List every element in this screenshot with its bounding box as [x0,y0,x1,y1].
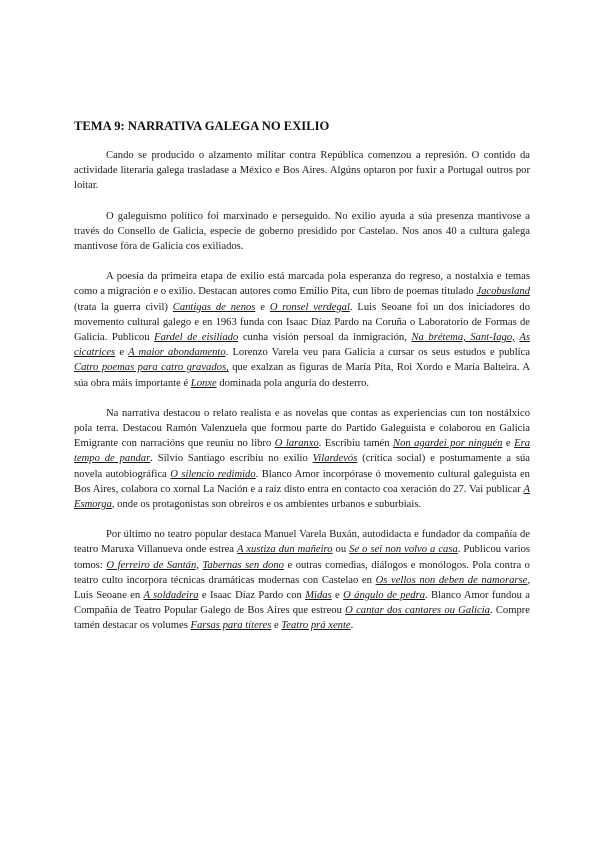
document-body [74,148,530,634]
work-title: Lonxe [190,377,217,389]
text-run: , Luís Seoane en [74,574,530,602]
text-run: cunha visión persoal da inmigración, [238,332,412,344]
text-run: A poesía da primeira etapa de exilio está marcada pola esperanza do regreso, a nostalxia e temas como a migración e o exilio. Destacan autores como Emilio Pita, cun libro de poemas titulado [74,271,530,298]
paragraph-1 [74,148,530,194]
text-run: Cando se producido o alzamento militar contra República comenzou a represión. O contido da actividade literaria galega trasladase a México e Bos Aires. Algúns optaron por fuxir a Portugal outros por loitar. [74,150,530,192]
work-title: Midas [305,590,332,602]
text-run: e Isaac Díaz Pardo con [198,590,306,602]
work-title: O ángulo de pedra [343,590,426,602]
text-run: que exalzan as figuras de María Pita, Roi Xordo e María Balteira. A súa obra máis importante é [74,362,530,389]
text-run: . Luis Seoane foi un dos iniciadores do movemento cultural galego e en 1963 funda con Isaac Díaz Pardo na Coruña o Laboratorio de Formas de Galicia. Publicou [74,301,530,344]
work-title: A maior abondamento [128,347,226,359]
work-title: Teatro prá xente [281,620,351,632]
work-title: As cicatrices [74,332,531,359]
work-title: Se o sei non volvo a casa [349,544,458,556]
paragraph-3 [74,269,530,391]
text-run: . Compre tamén destacar os volumes [74,605,530,632]
text-run: . Blanco Amor fundou a Compañía de Teatro Popular Galego de Bos Aires que estreou [74,590,531,617]
text-run: e [271,620,282,632]
text-run: O galeguismo político foi marxinado e perseguido. No exilio ayuda a súa presenza mantivose a través do Consello de Galicia, especie de goberno presidido por Castelao. Nos anos 40 a cultura galega mantivose fóra de Galicia cos exiliados. [74,210,530,253]
text-run: ou [332,544,350,556]
text-run: e outras comedias, diálogos e monólogos. Pola contra o teatro culto incorpora técnicas dramáticas modernas con Castelao en [74,559,530,586]
work-title: Vilardevós [312,453,358,465]
text-run: e [331,590,344,602]
text-run: . Blanco Amor incorpórase ó movemento cultural galeguista en Bos Aires, colabora co xornal La Nación e a raíz disto entra en contacto coa xeración do 27. Vai publicar [74,468,530,495]
text-run: . Publicou varios tomos: [74,544,530,571]
document-page [74,118,530,649]
text-run: (crítica social) e postumamente a súa novela autobiográfica [74,453,530,480]
work-title: O cantar dos cantares ou Galicia [345,605,490,617]
paragraph-2 [74,209,530,255]
work-title: A soldadeira [143,590,199,602]
text-run: . Lorenzo Varela veu para Galicia a cursar os seus estudos e publica [225,347,531,359]
text-run: Na narrativa destacou o relato realista e as novelas que contas as experiencias cun ton nostálxico pola terra. Destacou Ramón Valenzuela que formou parte do Partido Galeguista e colaborou en Galicia Emigrante con narracións que reuniu no libro [74,407,530,450]
work-title: O ronsel verdegal [269,301,350,313]
text-run: e [502,438,515,450]
paragraph-5 [74,527,530,633]
work-title: Os vellos non deben de namorarse [375,574,528,586]
work-title: Era tempo de pandar [74,438,530,465]
text-run: Por último no teatro popular destaca Manuel Varela Buxán, autodidacta e fundador da compañía de teatro Maruxa Villanueva onde estrea [74,529,530,556]
text-run: (trata la guerra civil) [74,301,173,313]
work-title: Non agardei por ninguén [393,438,503,450]
work-title: Tabernas sen dono [202,559,284,571]
work-title: Na brétema, Sant-Iago, [411,332,515,344]
text-run: , onde os protagonistas son obreiros e os ambientes urbanos e suburbiais. [111,499,422,511]
work-title: Cantigas de nenos [172,301,256,313]
text-run: e [115,347,129,359]
text-run: dominada pola anguria do desterro. [216,377,370,389]
work-title: Farsas para títeres [190,620,272,632]
work-title: Jacobusland [476,286,530,298]
work-title: O laranxo [274,438,319,450]
work-title: A Esmorga [74,483,530,511]
work-title: O ferreiro de Santán, [106,559,199,571]
work-title: Fardel de eisiliado [154,332,239,344]
work-title: O silencio redimido [170,468,256,480]
text-run: . Silvio Santiago escribiu no exilio [150,453,313,465]
work-title: A xustiza dun mañeiro [237,544,333,556]
text-run: . Escribiu tamén [318,438,394,450]
document-title: TEMA 9: NARRATIVA GALEGA NO EXILIO [74,119,330,133]
paragraph-4 [74,406,530,512]
text-run: e [255,301,270,313]
text-run: . [350,620,354,632]
work-title: Catro poemas para catro gravados, [74,362,229,374]
